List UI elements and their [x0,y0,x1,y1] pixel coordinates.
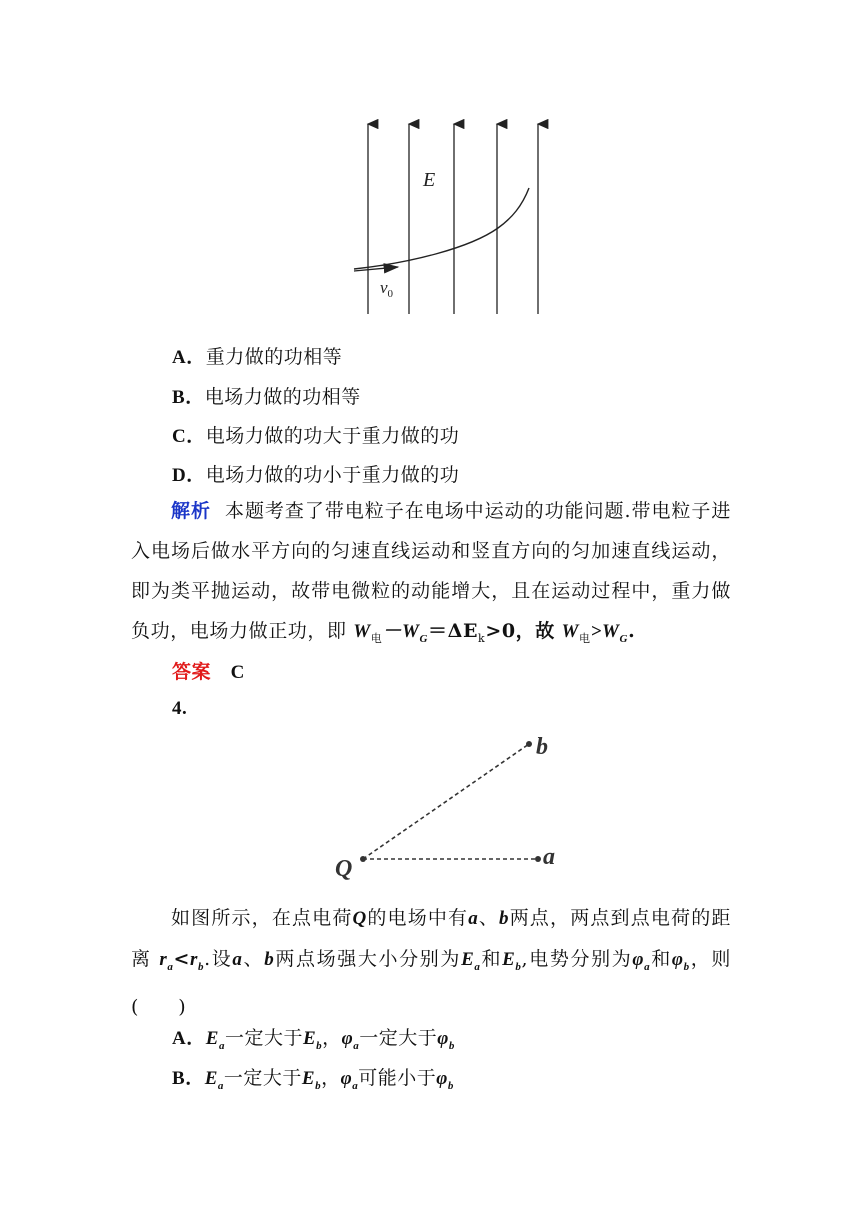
field-label-E: E [423,169,436,191]
point-charge-figure [325,730,585,890]
q3-option-a: A．重力做的功相等 [172,346,343,368]
trajectory-curve [354,188,529,269]
answer-label: 答案 [172,661,212,683]
point-a [535,856,541,862]
point-Q [360,856,366,862]
analysis-label: 解析 [171,500,211,522]
label-a: a [543,844,555,870]
label-Q: Q [335,856,353,882]
q4-option-a: A．$E_a$一定大于$E_b$，$\varphi_a$一定大于$\varphi_b$ [172,1027,455,1052]
point-b [526,741,532,747]
analysis-text: 本题考查了带电粒子在电场中运动的功能问题.带电粒子进入电场后做水平方向的匀速直线运动和竖直方向的匀加速直线运动，即为类平抛运动，故带电微粒的动能增大，且在运动过程中，重力做负功，电场力做正功，即 [131,500,731,642]
velocity-label: $v_0$ [380,278,394,300]
q4-option-b: B．$E_a$一定大于$E_b$，$\varphi_a$可能小于$\varphi_b$ [172,1067,454,1092]
q4-number: 4. [172,698,188,719]
q3-option-c: C．电场力做的功大于重力做的功 [172,425,460,447]
dashed-line-qb [363,744,529,859]
q3-answer [172,657,245,684]
q4-stem: 如图所示，在点电荷Q的电场中有a、b两点，两点到点电荷的距离 $r_a<r_b$.设a、b两点场强大小分别为$E_a$和$E_b$,电势分别为$\varphi_a$和$\varphi_b$，则( ) [131,907,732,1018]
label-b: b [536,734,548,760]
q3-option-d: D．电场力做的功小于重力做的功 [172,464,460,486]
electric-field-figure [340,118,560,318]
answer-value: C [230,662,245,683]
q3-analysis: 解析 本题考查了带电粒子在电场中运动的功能问题.带电粒子进入电场后做水平方向的匀速直线运动和竖直方向的匀加速直线运动，即为类平抛运动，故带电微粒的动能增大，且在运动过程中，重力做负功，电场力做正功，即 $W_电-W_G=\Delta E_k>0$，故 $W_电>W_G$. [131,500,731,645]
q3-option-b: B．电场力做的功相等 [172,386,361,408]
